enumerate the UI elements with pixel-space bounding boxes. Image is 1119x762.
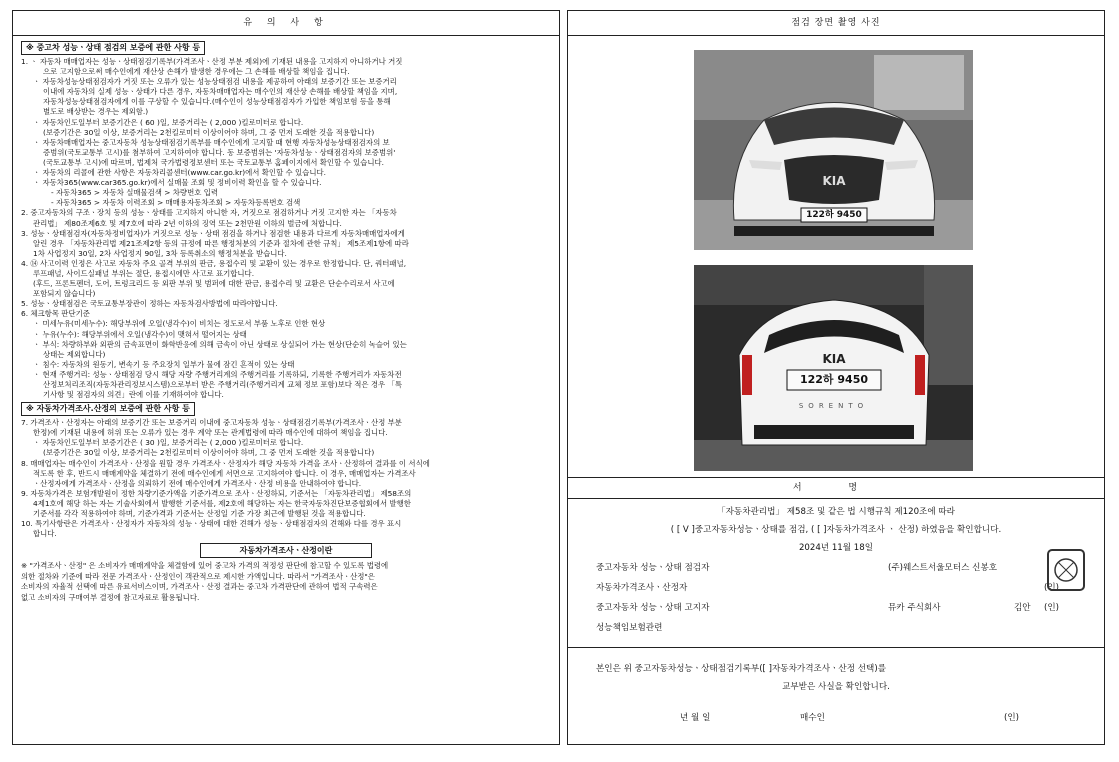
note-line: - 자동차365 > 자동차 이력조회 > 매매용자동차조회 > 자동차등록번호 검색: [51, 198, 301, 208]
row-insurance-label: 성능책임보험관련: [596, 623, 663, 633]
note-line: 포함되지 않습니다): [33, 289, 96, 299]
notes-list-performance: [21, 57, 551, 400]
note-line: ㆍ 부식: 차량하부와 외판의 금속표면이 화학반응에 의해 금속이 아닌 상태로 상실되어 가는 현상(단순히 녹슬어 있는: [33, 339, 407, 349]
note-line: 산정보처리조직(자동차관리정보시스템)으로부터 받은 주행거리(주행거리계 교체 정보 포함)보다 적은 경우 「특: [43, 380, 402, 389]
definition-line: ※ "가격조사ㆍ산정" 은 소비자가 매매계약을 체결함에 있어 중고차 가격의 적정성 판단에 참고할 수 있도록 법령에: [21, 561, 389, 571]
note-line: ㆍ 자동차인도일부터 보증기간은 ( 30 )일, 보증거리는 ( 2,000 )킬로미터로 합니다.: [33, 438, 304, 448]
signature-section: [568, 477, 1104, 646]
check-statement: ( [ V ]중고자동차성능ㆍ상태를 점검, ( [ ]자동차가격조사 ㆍ 산정) 하였음을 확인합니다.: [670, 525, 1002, 535]
pricing-definition-title: 자동차가격조사ㆍ산정이란: [200, 543, 372, 558]
note-line: ㆍ 자동차365(www.car365.go.kr)에서 실매물 조회 및 정비이력 확인을 할 수 있습니다.: [33, 178, 322, 188]
row-notifier-label: 중고자동차 성능ㆍ상태 고지자: [596, 603, 710, 613]
note-line: 증범위(국토교통부 고시)를 첨부하여 고지하여야 합니다. 동 보증범위는 '자동차성능ㆍ상태점검자의 보증범위': [43, 147, 396, 157]
definition-line: 없고 소비자의 구매여부 결정에 참고자료로 활용됩니다.: [21, 592, 200, 602]
row-notifier-name: 김안: [1014, 603, 1031, 613]
signature-title: 서 명: [568, 478, 1104, 499]
definition-line: 소비자의 자율적 선택에 따른 유료서비스이며, 가격조사ㆍ산정 결과는 중고차 가격판단에 관하여 법적 구속력은: [21, 582, 378, 592]
notes-list-pricing: [21, 418, 551, 539]
row-notifier-seal: (인): [1044, 603, 1060, 613]
row-pricer-seal: (인): [1044, 583, 1060, 593]
law-reference: 「자동차관리법」 제58조 및 같은 법 시행규칙 제120조에 따라: [717, 507, 955, 517]
note-line: 상태는 제외합니다): [43, 349, 106, 359]
note-line: (보증기간은 30일 이상, 보증거리는 2천킬로미터 이상이어야 하며, 그 중 먼저 도래한 것을 적용합니다): [43, 448, 375, 458]
photo-sign-panel: [567, 10, 1105, 745]
note-line: 알린 경우 「자동차관리법 제21조제2항 등의 규정에 따른 행정처분의 기준과 절차에 관한 규칙」 제5조제1항에 따라: [33, 238, 409, 248]
front-plate-text: 122하 9450: [806, 210, 862, 220]
note-line: ㆍ 미세누유(미세누수): 해당부위에 오일(냉각수)이 비치는 정도로서 부품 노후로 인한 현상: [33, 319, 326, 329]
row-inspector-label: 중고자동차 성능ㆍ상태 점검자: [596, 563, 710, 573]
buyer-label: 매수인: [800, 713, 825, 723]
receipt-section: [568, 647, 1104, 746]
note-line: 7. 가격조사ㆍ산정자는 아래의 보증기간 또는 보증거리 이내에 중고자동차 성능ㆍ상태점검기록부(가격조사ㆍ산정 부분: [21, 418, 402, 428]
note-line: 1차 사업정지 30일, 2차 사업정지 90일, 3차 등록취소의 행정처분을 받습니다.: [33, 248, 287, 258]
note-line: 관리법」 제80조제6호 및 제7호에 따라 2년 이하의 징역 또는 2천만원 이하의 벌금에 처합니다.: [33, 218, 342, 228]
notes-title: 유 의 사 항: [13, 11, 559, 36]
note-line: 1. ㆍ 자동차 매매업자는 성능ㆍ상태점검기록부(가격조사ㆍ산정 부분 제외)에 기재된 내용을 고지하지 아니하거나 거짓: [21, 57, 403, 66]
buyer-seal: (인): [1004, 713, 1020, 723]
note-line: ㆍ 자동차성능상태점검자가 거짓 또는 오류가 있는 성능상태점검 내용을 제공하여 아래의 보증기간 또는 보증거리: [33, 77, 397, 87]
note-line: 4. ⑭ 사고이력 인정은 사고로 자동차 주요 골격 부위의 판금, 용접수리 및 교환이 있는 경우로 한정합니다. 단, 쿼터패널,: [21, 258, 407, 268]
row-inspector-value: (주)웨스트서울모터스 신봉호: [888, 563, 998, 573]
section-heading-performance: ※ 중고차 성능ㆍ상태 점검의 보증에 관한 사항 등: [21, 41, 205, 55]
row-notifier-value: 뮤카 주식회사: [888, 603, 941, 613]
note-line: ㆍ 자동차인도일부터 보증기간은 ( 60 )일, 보증거리는 ( 2,000 )킬로미터로 합니다.: [33, 117, 304, 127]
section-heading-pricing: ※ 자동차가격조사.산정의 보증에 관한 사항 등: [21, 402, 195, 416]
svg-text:KIA: KIA: [822, 352, 846, 366]
note-line: 루프패널, 사이드실패널 부위는 절단, 용접시에만 사고로 표기합니다.: [33, 268, 255, 278]
note-line: 2. 중고자동차의 구조ㆍ장치 등의 성능ㆍ상태를 고지하지 아니한 자, 거짓으로 점검하거나 거짓 고지한 자는 「자동차: [21, 208, 397, 218]
receipt-line-2: 교부받은 사실을 확인합니다.: [782, 682, 890, 692]
note-line: ㆍ 침수: 자동차의 원동기, 변속기 등 주요장치 일부가 물에 잠긴 흔적이 있는 상태: [33, 359, 295, 369]
front-inspection-photo: [694, 50, 973, 250]
pricing-definition-body: [13, 561, 559, 603]
note-line: 으로 고지함으로써 매수인에게 재산상 손해가 발생한 경우에는 그 손해를 배상할 책임을 집니다.: [43, 67, 350, 77]
company-seal-stamp: [1046, 548, 1086, 592]
note-line: - 자동차365 > 자동차 실매물검색 > 차량번호 입력: [51, 188, 218, 198]
receipt-date: 년 월 일: [680, 713, 711, 723]
note-line: (국토교통부 고시)에 따르며, 법제처 국가법령정보센터 또는 국토교통부 홈페이지에서 확인할 수 있습니다.: [43, 157, 384, 167]
receipt-line-1: 본인은 위 중고자동차성능ㆍ상태점검기록부([ ]자동차가격조사ㆍ산정 선택)를: [596, 664, 886, 674]
rear-model-badge: SORENTO: [798, 402, 869, 410]
note-line: 3. 성능ㆍ상태점검자(자동차정비업자)가 거짓으로 성능ㆍ상태 점검을 하거나 점검한 내용과 다르게 자동차매매업자에게: [21, 228, 405, 238]
note-line: 이내에 자동차의 실제 성능ㆍ상태가 다른 경우, 자동차매매업자는 매수인의 재산상 손해를 배상할 책임을 지며,: [43, 87, 398, 97]
note-line: 10. 특기사항란은 가격조사ㆍ산정자가 자동차의 성능ㆍ상태에 대한 견해가 성능ㆍ상태점검자의 견해와 다를 경우 표시: [21, 519, 402, 529]
note-line: 기사항 및 점검자의 의견」란에 이를 기재하여야 합니다.: [43, 390, 224, 400]
note-line: 9. 자동차가격은 보험개발원이 정한 차량기준가액을 기준가격으로 조사ㆍ산정하되, 기준서는 「자동차관리법」 제58조의: [21, 488, 412, 498]
note-line: 합니다.: [33, 529, 57, 539]
note-line: 5. 성능ㆍ상태점검은 국토교통부장관이 정하는 자동차검사방법에 따라야합니다.: [21, 299, 278, 309]
definition-line: 의한 절차와 기준에 따라 전문 가격조사ㆍ산정인이 객관적으로 제시한 가액입니다. 따라서 "가격조사ㆍ산정"은: [21, 571, 375, 581]
notes-panel: [12, 10, 560, 745]
rear-inspection-photo: [694, 265, 973, 471]
note-line: 자동차성능상태점검자에게 이를 구상할 수 있습니다.(매수인이 성능상태점검자가 가입한 책임보험 등을 통해: [43, 97, 391, 107]
note-line: (보증기간은 30일 이상, 보증거리는 2천킬로미터 이상이어야 하며, 그 중 먼저 도래한 것을 적용합니다): [43, 127, 375, 137]
svg-text:KIA: KIA: [822, 174, 846, 188]
note-line: ㆍ 현재 주행거리: 성능ㆍ상태점검 당시 해당 자량 주행거리계의 주행거리를 기록하되, 기록한 주행거리가 자동차전: [33, 369, 402, 379]
note-line: 한정)에 기재된 내용에 허위 또는 오류가 있는 경우 계약 또는 관계법령에 따라 매수인에 대하여 책임을 집니다.: [33, 428, 388, 438]
note-line: ㆍ 자동차의 리콜에 관한 사항은 자동차리콜센터(www.car.go.kr)에서 확인할 수 있습니다.: [33, 168, 326, 178]
note-line: ㆍ산정자에게 가격조사ㆍ산정을 의뢰하기 전에 매수인에게 가격조사ㆍ산정 비용을 안내하여야 합니다.: [33, 478, 362, 488]
sign-date: 2024년 11월 18일: [798, 543, 874, 553]
note-line: 적도록 한 후, 반드시 매매계약을 체결하기 전에 매수인에게 서면으로 고지하여야 합니다. 이 경우, 매매업자는 가격조사: [33, 468, 416, 478]
note-line: ㆍ 누유(누수): 해당부위에서 오일(냉각수)이 맺혀서 떨어지는 상태: [33, 329, 247, 339]
note-line: (후드, 프론트펜더, 도어, 트렁크리드 등 외판 부위 및 범퍼에 대한 판금, 용접수리 및 교환은 단순수리로서 사고에: [33, 279, 395, 289]
note-line: 6. 체크항목 판단기준: [21, 309, 90, 319]
rear-car-image: [694, 265, 973, 471]
photo-section-title: 점검 장면 촬영 사진: [568, 11, 1104, 36]
rear-plate-text: 122하 9450: [799, 373, 869, 386]
note-line: ㆍ 자동차매매업자는 중고자동차 성능상태점검기록부를 매수인에게 고지할 때 현행 자동차성능상태점검자의 보: [33, 137, 390, 147]
notes-body: [13, 36, 559, 539]
note-line: 기준서를 각각 적용하여야 하며, 기준가격과 기준서는 산정일 기준 가장 최근에 발행된 것을 적용합니다.: [33, 509, 366, 519]
note-line: 8. 매매업자는 매수인이 가격조사ㆍ산정을 원할 경우 가격조사ㆍ산정자가 해당 자동차 가격을 조사ㆍ산정하여 결과를 이 서식에: [21, 458, 430, 468]
note-line: 별도로 배상받는 경우는 제외함.): [43, 107, 149, 117]
note-line: 4제1호에 해당 하는 자는 기술사회에서 발행한 기준서를, 제2호에 해당하는 자는 한국자동차진단보증협회에서 발행한: [33, 498, 411, 508]
row-pricer-label: 자동차가격조사ㆍ산정자: [596, 583, 688, 593]
